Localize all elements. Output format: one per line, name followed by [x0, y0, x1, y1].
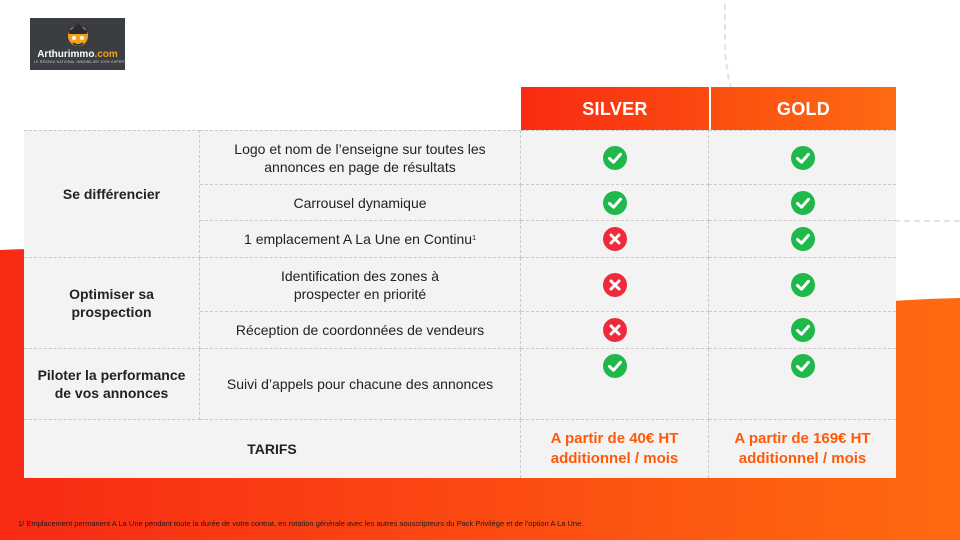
cross-icon: [603, 273, 627, 297]
silver-row4-status: [521, 258, 709, 312]
silver-row5-status: [521, 312, 709, 349]
footnote: 1/ Emplacement permanent A La Une pendant toute la durée de votre contrat, en rotation générale avec les autres souscripteurs du Pack Privilège et de l’option A La Une.: [18, 519, 584, 528]
gold-row2-status: [709, 185, 896, 221]
check-icon: [791, 227, 815, 251]
category-se-differencier: Se différencier: [24, 130, 200, 258]
check-icon: [603, 354, 627, 378]
gold-row6-status: [709, 349, 896, 420]
check-icon: [791, 354, 815, 378]
cross-icon: [603, 318, 627, 342]
feature-emplacement-a-la-une: 1 emplacement A La Une en Continu 1: [200, 221, 521, 258]
gold-row1-status: [709, 130, 896, 185]
feature-reception-coordonnees: Réception de coordonnées de vendeurs: [200, 312, 521, 349]
category-optimiser-prospection: Optimiser sa prospection: [24, 258, 200, 349]
silver-row2-status: [521, 185, 709, 221]
check-icon: [603, 146, 627, 170]
logo-mascot-icon: [63, 21, 93, 49]
header-gold: GOLD: [709, 87, 896, 130]
silver-row3-status: [521, 221, 709, 258]
feature-logo-nom-enseigne: Logo et nom de l’enseigne sur toutes les annonces en page de résultats: [200, 130, 521, 185]
check-icon: [791, 146, 815, 170]
category-piloter-performance: Piloter la performance de vos annonces: [24, 349, 200, 420]
feature-emplacement-text: 1 emplacement A La Une en Continu: [244, 231, 473, 247]
check-icon: [791, 191, 815, 215]
header-spacer: [24, 87, 521, 130]
gold-row5-status: [709, 312, 896, 349]
gold-price: A partir de 169€ HT additionnel / mois: [709, 420, 896, 478]
arthurimmo-logo: [30, 18, 125, 70]
gold-row4-status: [709, 258, 896, 312]
gold-row3-status: [709, 221, 896, 258]
silver-row6-status: [521, 349, 709, 420]
check-icon: [791, 273, 815, 297]
silver-row1-status: [521, 130, 709, 185]
feature-suivi-appels: Suivi d’appels pour chacune des annonces: [200, 349, 521, 420]
header-silver: SILVER: [521, 87, 709, 130]
feature-identification-zones: Identification des zones à prospecter en priorité: [200, 258, 521, 312]
comparison-table: [24, 87, 896, 478]
logo-tagline: LE RÉSEAU NATIONAL IMMOBILIER 100% EXPERT: [34, 60, 127, 64]
cross-icon: [603, 227, 627, 251]
check-icon: [791, 318, 815, 342]
feature-carrousel-dynamique: Carrousel dynamique: [200, 185, 521, 221]
check-icon: [603, 191, 627, 215]
logo-wordmark: Arthurimmo.com: [37, 49, 118, 60]
tarifs-label: TARIFS: [24, 420, 521, 478]
silver-price: A partir de 40€ HT additionnel / mois: [521, 420, 709, 478]
